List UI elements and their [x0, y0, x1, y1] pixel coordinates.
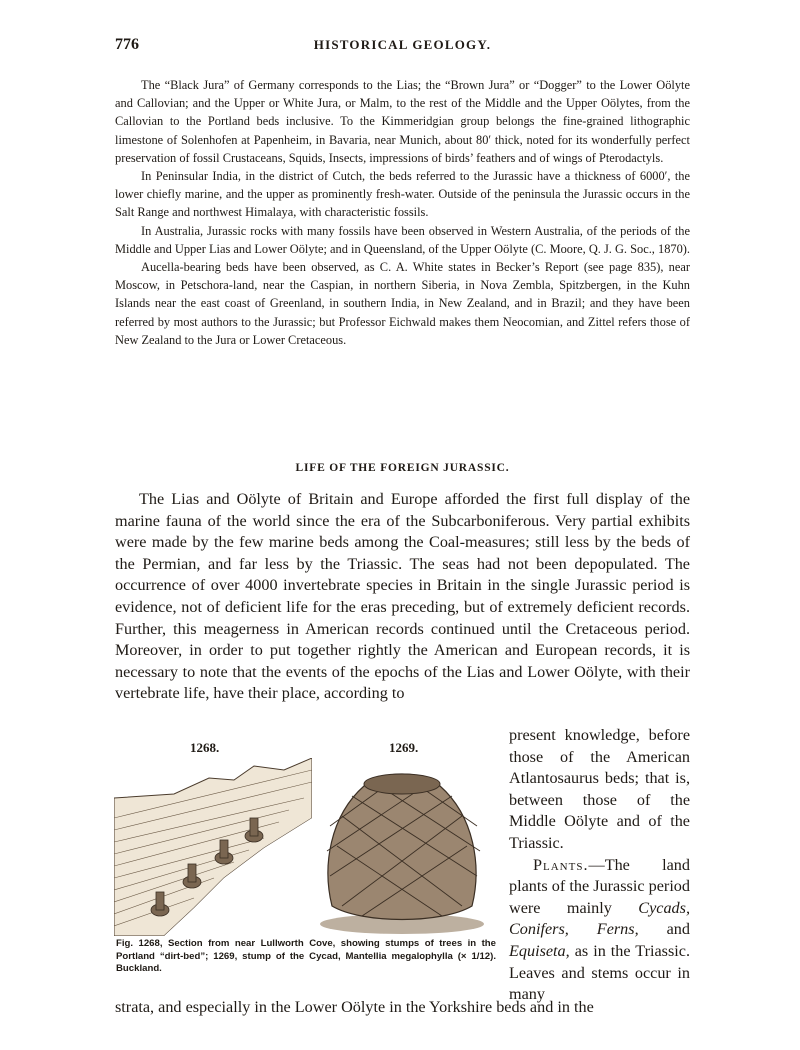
plants-text-pre: —The land plants of the Jurassic period were mainly — [509, 855, 690, 917]
paragraph-wrap-continued: present knowledge, before those of the American Atlantosaurus beds; that is, between those of the Middle Oölyte and of the Triassic. — [509, 726, 690, 852]
plants-italic-list: Cycads, Conifers, Ferns, — [509, 898, 690, 939]
paragraph-australia: In Australia, Jurassic rocks with many fossils have been observed in Western Australia, of the periods of the Middle and Upper Lias and Lower Oölyte; and in Queensland, of the Upper Oölyte (C. Moore, Q. J. G. Soc., 1870). — [115, 223, 691, 256]
paragraph-aucella: Aucella-bearing beds have been observed, as C. A. White states in Becker’s Report (see page 835), near Moscow, in Petschora-land, near the Caspian, in northern Siberia, in Nova Zembla, Spitzbergen, in the Kuhn Islands near the east coast of Greenland, in southern India, in New Zealand, and in Brazil; and they have been referred by most authors to the Jurassic; but Professor Eichwald makes them Neocomian, and Zittel refers those of New Zealand to the Jura or Lower Cretaceous. — [115, 260, 690, 347]
plants-label: Plants. — [533, 855, 589, 874]
small-print-section — [115, 76, 690, 349]
figure-1269-number: 1269. — [389, 740, 419, 755]
wrap-column — [509, 725, 690, 1006]
section-heading: LIFE OF THE FOREIGN JURASSIC. — [295, 462, 510, 474]
figure-1268-section-illustration — [114, 758, 312, 936]
main-body — [115, 489, 690, 705]
plants-text-post: as in the Triassic. Leaves and stems occur in many — [509, 941, 691, 1004]
bottom-line-text: strata, and especially in the Lower Oölyte in the Yorkshire beds and in the — [115, 998, 594, 1016]
paragraph-lias-oolyte: The Lias and Oölyte of Britain and Europe afforded the first full display of the marine fauna of the world since the era of the Subcarboniferous. Very partial exhibits were made by the few marine beds among the Coal-measures; still less by the beds of the Permian, and far less by the Triassic. The seas had not been depopulated. The occurrence of over 4000 invertebrate species in Britain in the single Jurassic period is evidence, not of deficient life for the eras preceding, but of extremely deficient records. Further, this meagerness in American records continued until the Cretaceous period. Moreover, in order to put together rightly the American and European records, it is necessary to note that the events of the epochs of the Lias and Lower Oölyte, with their vertebrate life, have their place, according to — [115, 490, 690, 703]
running-title: HISTORICAL GEOLOGY. — [313, 37, 492, 52]
figure-block — [106, 736, 496, 996]
paragraph-plants — [509, 855, 690, 1006]
paragraph-black-jura: The “Black Jura” of Germany corresponds to the Lias; the “Brown Jura” or “Dogger” to the Lower Oölyte and Callovian; and the Upper or White Jura, or Malm, to the rest of the Middle and the Upper Oölytes, from the Callovian to the Portland beds inclusive. To the Kimmeridgian group belongs the fine-grained lithographic limestone of Solenhofen at Papenheim, in Bavaria, near Munich, about 80′ thick, noted for its wonderfully perfect preservation of fossil Crustaceans, Squids, Insects, impressions of birds’ feathers and of wings of Pterodactyls. — [115, 78, 690, 165]
figure-1269-cycad-stump-illustration — [312, 756, 492, 936]
figure-1268-number: 1268. — [190, 740, 220, 755]
plants-and: and — [666, 920, 690, 939]
page-header — [115, 36, 690, 58]
paragraph-india: In Peninsular India, in the district of Cutch, the beds referred to the Jurassic have a thickness of 6000′, the lower chiefly marine, and the upper as prominently fresh-water. Outside of the peninsula the Jurassic occurs in the Salt Range and northwest Himalaya, with characteristic fossils. — [115, 169, 690, 220]
page-number: 776 — [115, 36, 139, 53]
figure-caption: Fig. 1268, Section from near Lullworth Cove, showing stumps of trees in the Portland “dirt-bed”; 1269, stump of the Cycad, Mantellia megalophylla (× 1/12). Buckland. — [116, 938, 496, 974]
plants-italic-equiseta: Equiseta, — [509, 941, 570, 960]
